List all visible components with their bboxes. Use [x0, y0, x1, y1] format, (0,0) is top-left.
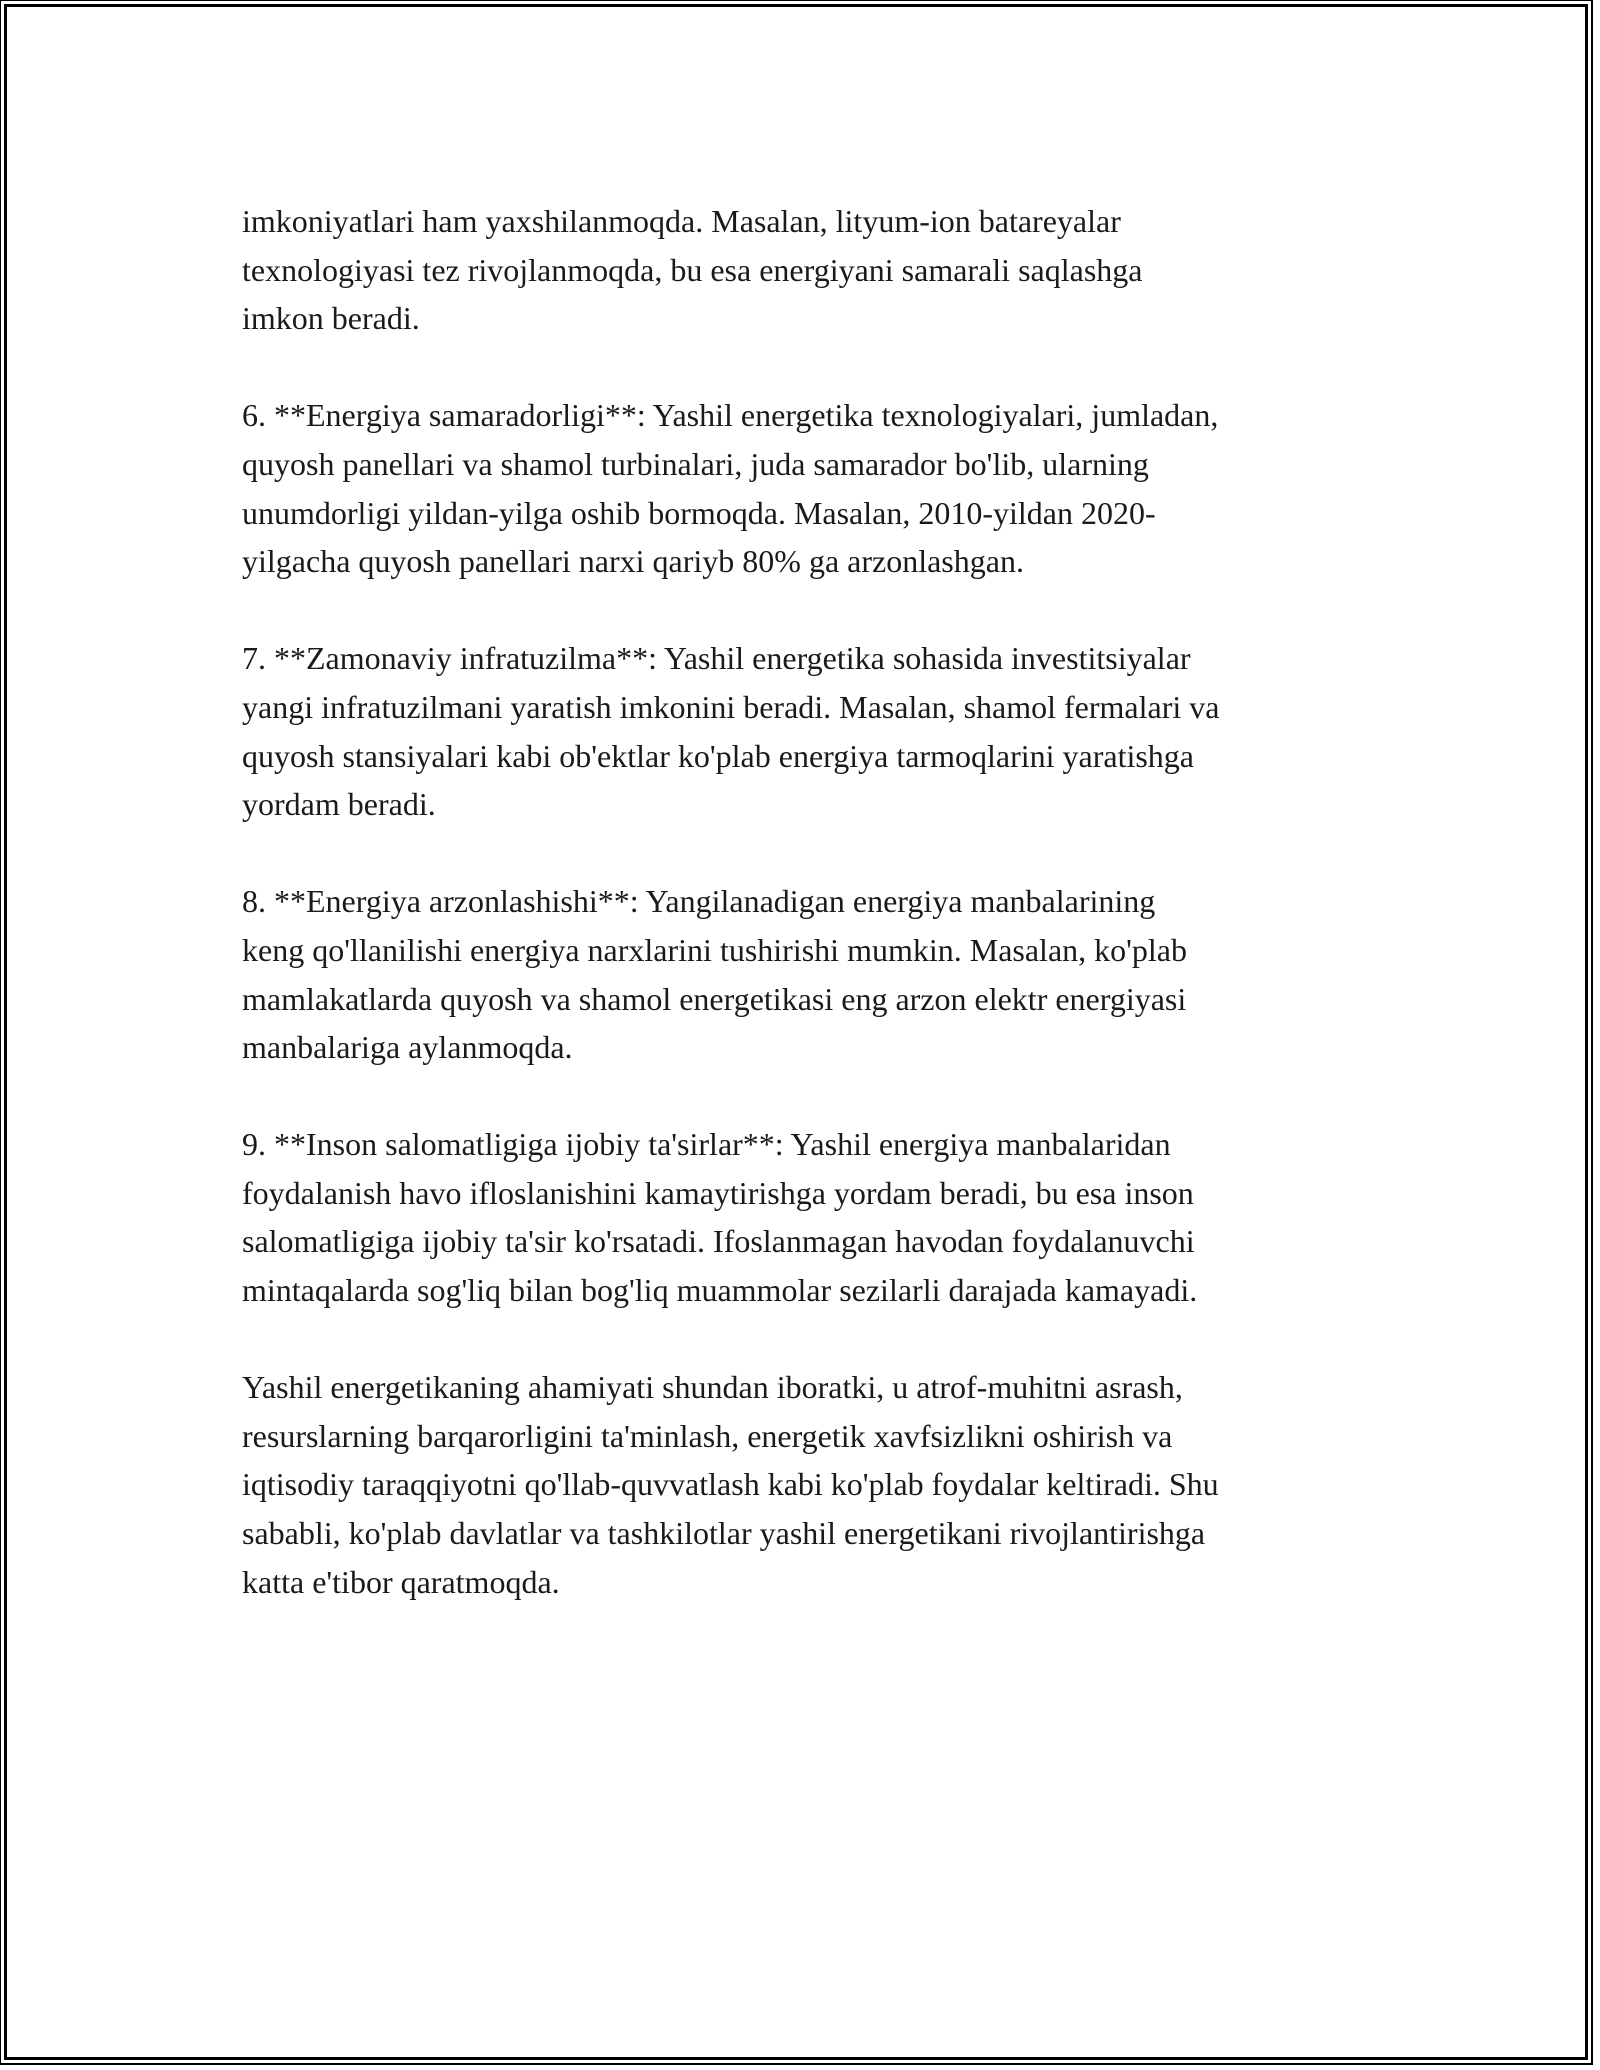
page-frame	[4, 4, 1588, 2060]
document-body	[242, 197, 1392, 1655]
paragraph-item-8: 8. **Energiya arzonlashishi**: Yangilanadigan energiya manbalarining keng qo'llanilishi energiya narxlarini tushirishi mumkin. Masalan, ko'plab mamlakatlarda quyosh va shamol energetikasi eng arzon elektr energiyasi manbalariga aylanmoqda.	[242, 883, 1187, 1066]
paragraph-item-6: 6. **Energiya samaradorligi**: Yashil energetika texnologiyalari, jumladan, quyosh panellari va shamol turbinalari, juda samarador bo'lib, ularning unumdorligi yildan-yilga oshib bormoqda. Masalan, 2010-yildan 2020- yilgacha quyosh panellari narxi qariyb 80% ga arzonlashgan.	[242, 397, 1219, 580]
paragraph-continuation: imkoniyatlari ham yaxshilanmoqda. Masalan, lityum-ion batareyalar texnologiyasi tez rivojlanmoqda, bu esa energiyani samarali saqlashga imkon beradi.	[242, 203, 1143, 337]
paragraph-item-7: 7. **Zamonaviy infratuzilma**: Yashil energetika sohasida investitsiyalar yangi infratuzilmani yaratish imkonini beradi. Masalan, shamol fermalari va quyosh stansiyalari kabi ob'ektlar ko'plab energiya tarmoqlarini yaratishga yordam beradi.	[242, 640, 1220, 823]
paragraph-item-9: 9. **Inson salomatligiga ijobiy ta'sirlar**: Yashil energiya manbalaridan foydalanish havo ifloslanishini kamaytirishga yordam beradi, bu esa inson salomatligiga ijobiy ta'sir ko'rsatadi. Ifoslanmagan havodan foydalanuvchi mintaqalarda sog'liq bilan bog'liq muammolar sezilarli darajada kamayadi.	[242, 1126, 1198, 1309]
paragraph-conclusion: Yashil energetikaning ahamiyati shundan iboratki, u atrof-muhitni asrash, resurslarning barqarorligini ta'minlash, energetik xavfsizlikni oshirish va iqtisodiy taraqqiyotni qo'llab-quvvatlash kabi ko'plab foydalar keltiradi. Shu sababli, ko'plab davlatlar va tashkilotlar yashil energetikani rivojlantirishga katta e'tibor qaratmoqda.	[242, 1369, 1219, 1600]
